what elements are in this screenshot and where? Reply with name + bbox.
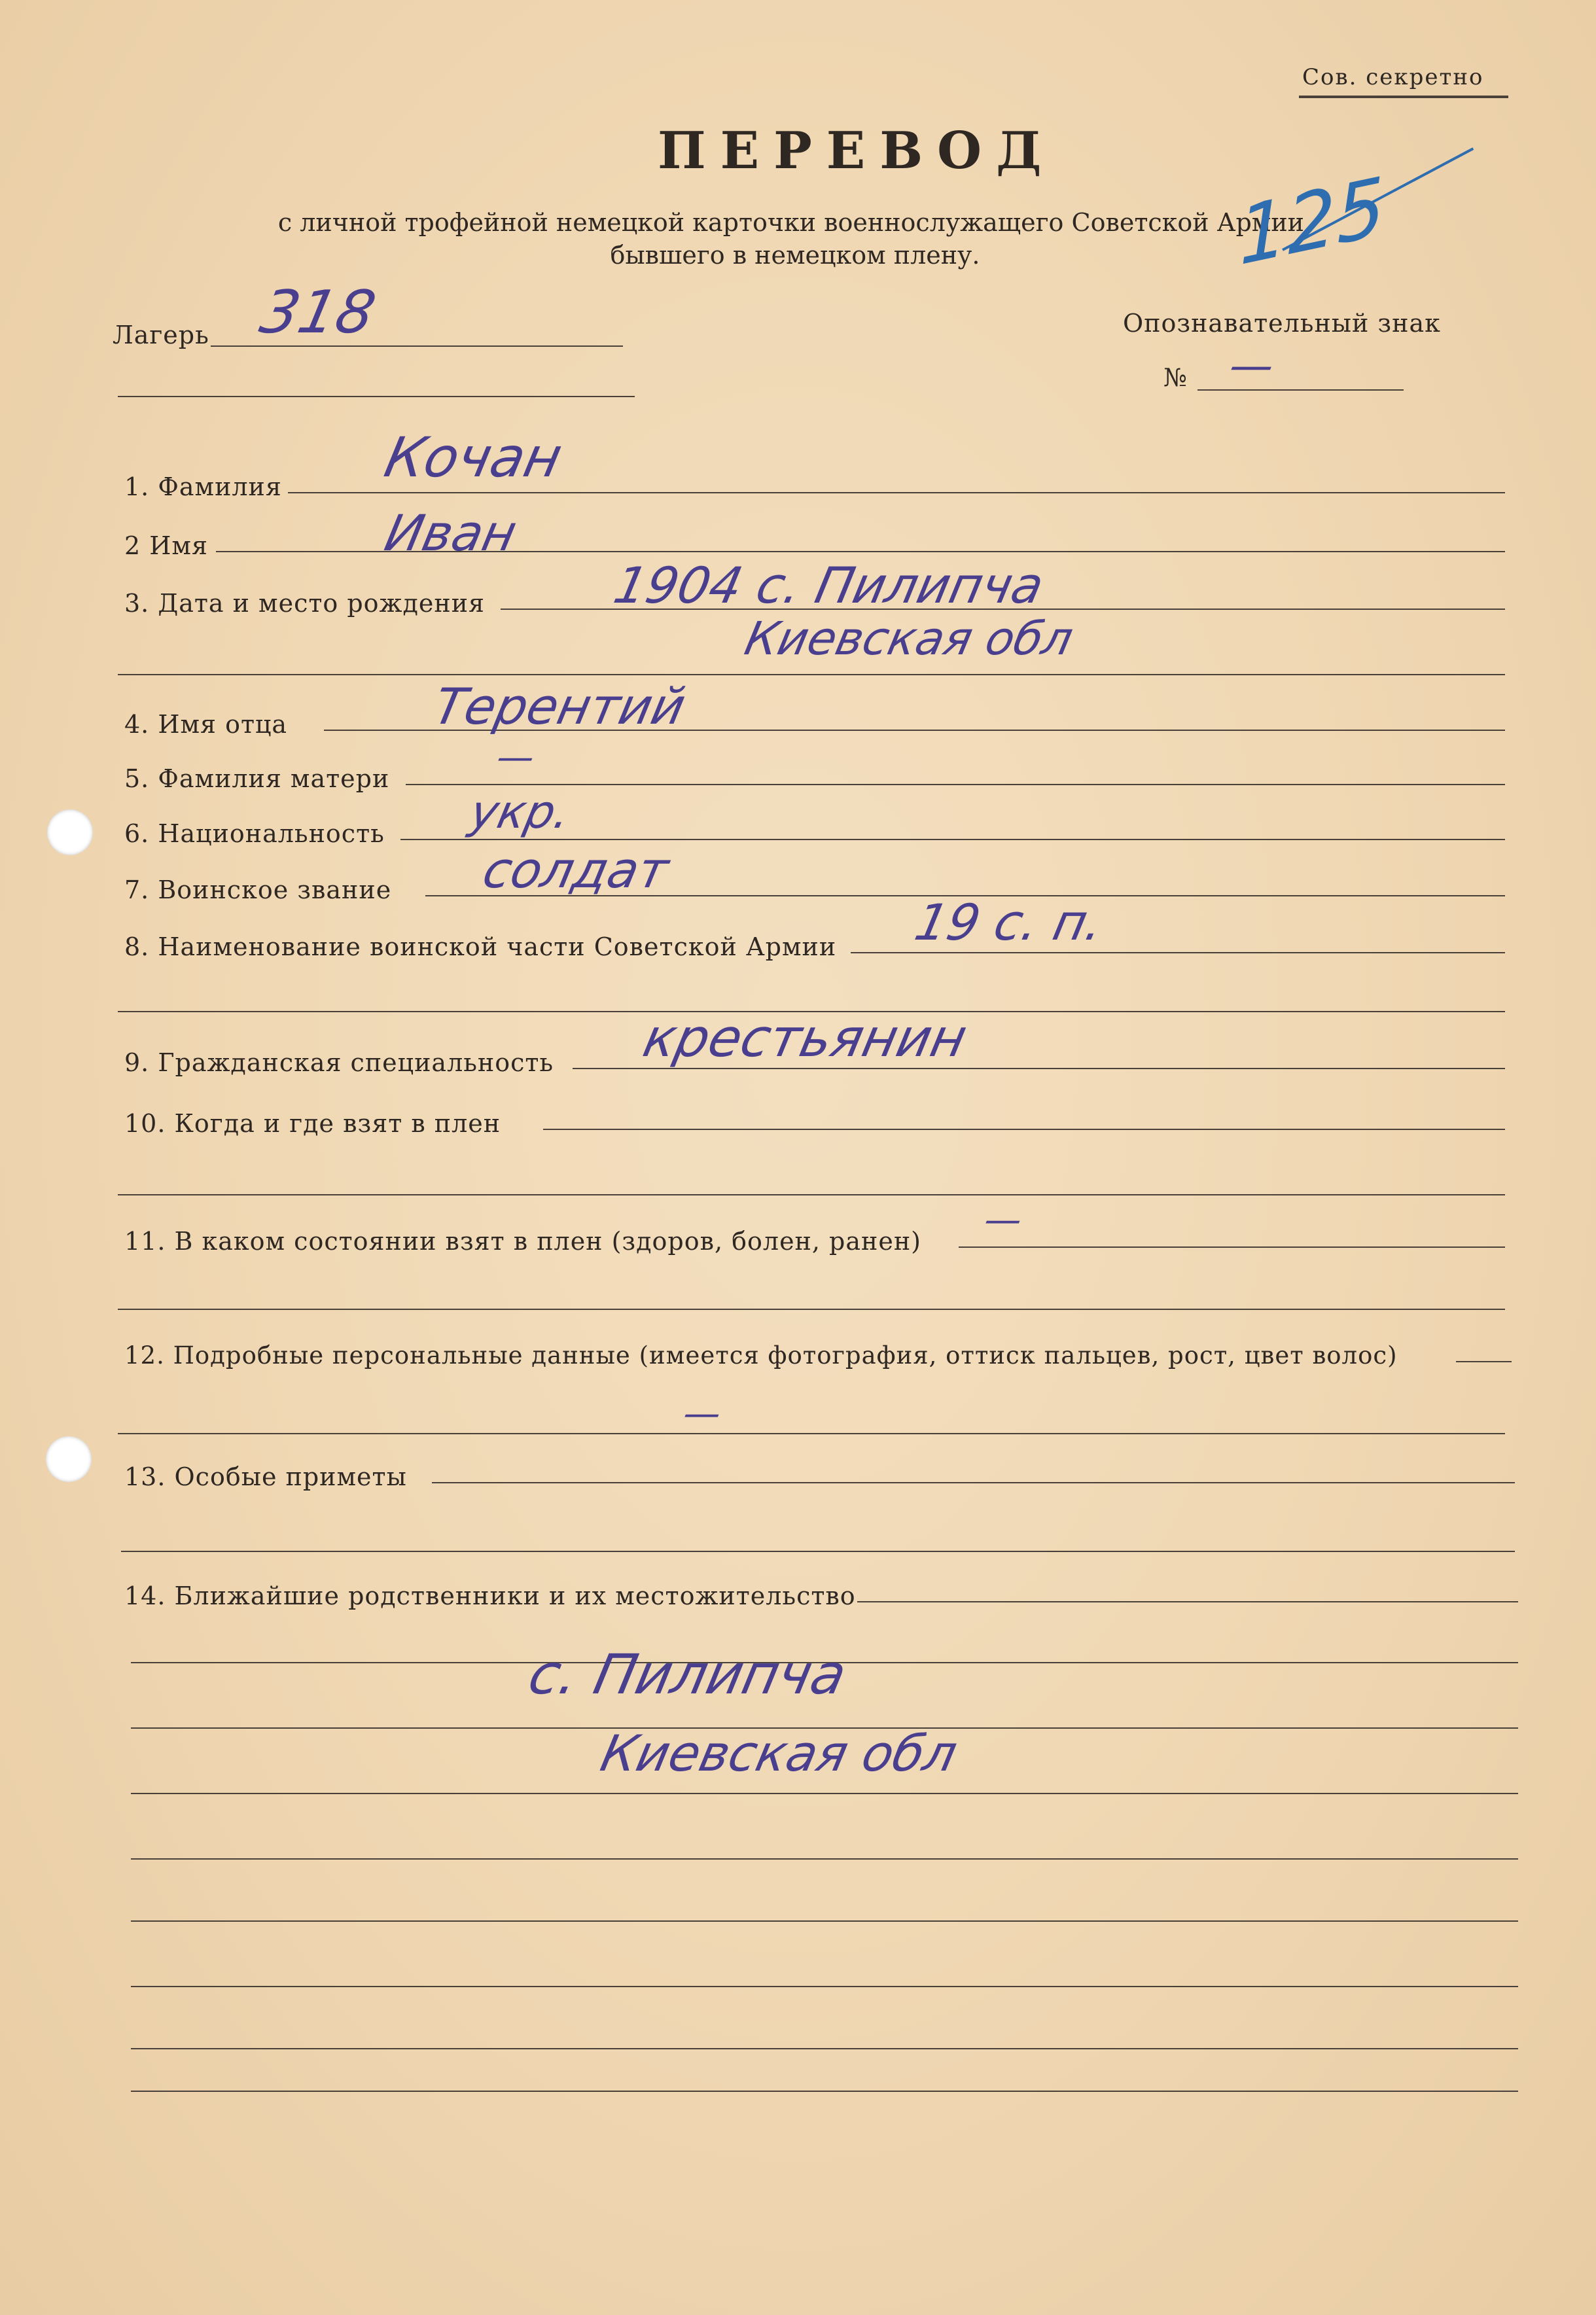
- field-9-label: 9. Гражданская специальность: [124, 1048, 554, 1077]
- field-4-label: 4. Имя отца: [124, 710, 288, 739]
- field-10-label: 10. Когда и где взят в плен: [124, 1109, 501, 1138]
- field-3-line-2: [118, 674, 1505, 675]
- field-13-line-2: [121, 1551, 1515, 1552]
- field-11-value: —: [980, 1199, 1026, 1241]
- field-11-line-2: [118, 1309, 1505, 1310]
- field-12-value: —: [679, 1392, 725, 1435]
- field-7-value: солдат: [478, 841, 674, 899]
- field-3-value: 1904 с. Пилипча: [609, 556, 1049, 614]
- field-14-line: [857, 1601, 1518, 1602]
- field-11-line: [959, 1246, 1505, 1248]
- blank-line: [131, 1793, 1518, 1794]
- punch-hole: [47, 809, 93, 855]
- document-subtitle: [183, 206, 1407, 272]
- field-9-value: крестьянин: [638, 1008, 972, 1069]
- field-13-line: [432, 1482, 1515, 1483]
- classification-label: Сов. секретно: [1302, 64, 1484, 90]
- field-5-value: —: [493, 736, 539, 779]
- field-2-label: 2 Имя: [124, 531, 208, 560]
- camp-value: 318: [254, 278, 381, 347]
- field-1-line: [288, 492, 1505, 493]
- subtitle-line-1: с личной трофейной немецкой карточки военнослужащего Советской Армии,: [277, 208, 1313, 237]
- field-1-label: 1. Фамилия: [124, 472, 282, 501]
- field-8-value: 19 с. п.: [910, 893, 1109, 951]
- classification-underline: [1299, 96, 1508, 98]
- field-12-line: [1456, 1361, 1512, 1362]
- camp-label: Лагерь: [113, 321, 209, 349]
- field-3-label: 3. Дата и место рождения: [124, 589, 486, 618]
- field-6-value: укр.: [465, 785, 576, 839]
- blank-line: [131, 2091, 1518, 2092]
- id-number-label: №: [1163, 363, 1188, 392]
- blank-line: [131, 1858, 1518, 1860]
- handwritten-number: 125: [1237, 160, 1387, 284]
- field-6-line: [400, 839, 1505, 840]
- field-5-label: 5. Фамилия матери: [124, 764, 390, 793]
- field-2-value: Иван: [380, 504, 522, 562]
- field-8-line: [851, 952, 1505, 953]
- id-number-value: —: [1224, 340, 1279, 391]
- field-4-value: Терентий: [429, 677, 691, 735]
- field-10-line-2: [118, 1194, 1505, 1195]
- field-14-value-line2: Киевская обл: [595, 1724, 963, 1782]
- field-11-label: 11. В каком состоянии взят в плен (здоров, болен, ранен): [124, 1227, 921, 1256]
- document-title: ПЕРЕВОД: [658, 121, 1056, 181]
- field-3-value-line2: Киевская обл: [740, 612, 1078, 665]
- blank-line: [131, 1920, 1518, 1922]
- field-6-label: 6. Национальность: [124, 819, 385, 848]
- blank-line: [131, 2048, 1518, 2049]
- field-13-label: 13. Особые приметы: [124, 1462, 407, 1491]
- field-8-label: 8. Наименование воинской части Советской Армии: [124, 932, 837, 961]
- blank-line: [131, 1986, 1518, 1987]
- punch-hole: [46, 1436, 92, 1482]
- field-14-label: 14. Ближайшие родственники и их местожительство: [124, 1582, 856, 1610]
- id-mark-label: Опознавательный знак: [1123, 309, 1441, 338]
- field-7-label: 7. Воинское звание: [124, 875, 392, 904]
- field-14-value: с. Пилипча: [523, 1642, 853, 1706]
- camp-line-2: [118, 396, 635, 397]
- field-12-label: 12. Подробные персональные данные (имеется фотография, оттиск пальцев, рост, цвет волос): [124, 1341, 1398, 1370]
- field-12-line-2: [118, 1433, 1505, 1434]
- subtitle-line-2: бывшего в немецком плену.: [610, 241, 980, 270]
- field-1-value: Кочан: [379, 425, 568, 489]
- field-10-line: [543, 1129, 1505, 1130]
